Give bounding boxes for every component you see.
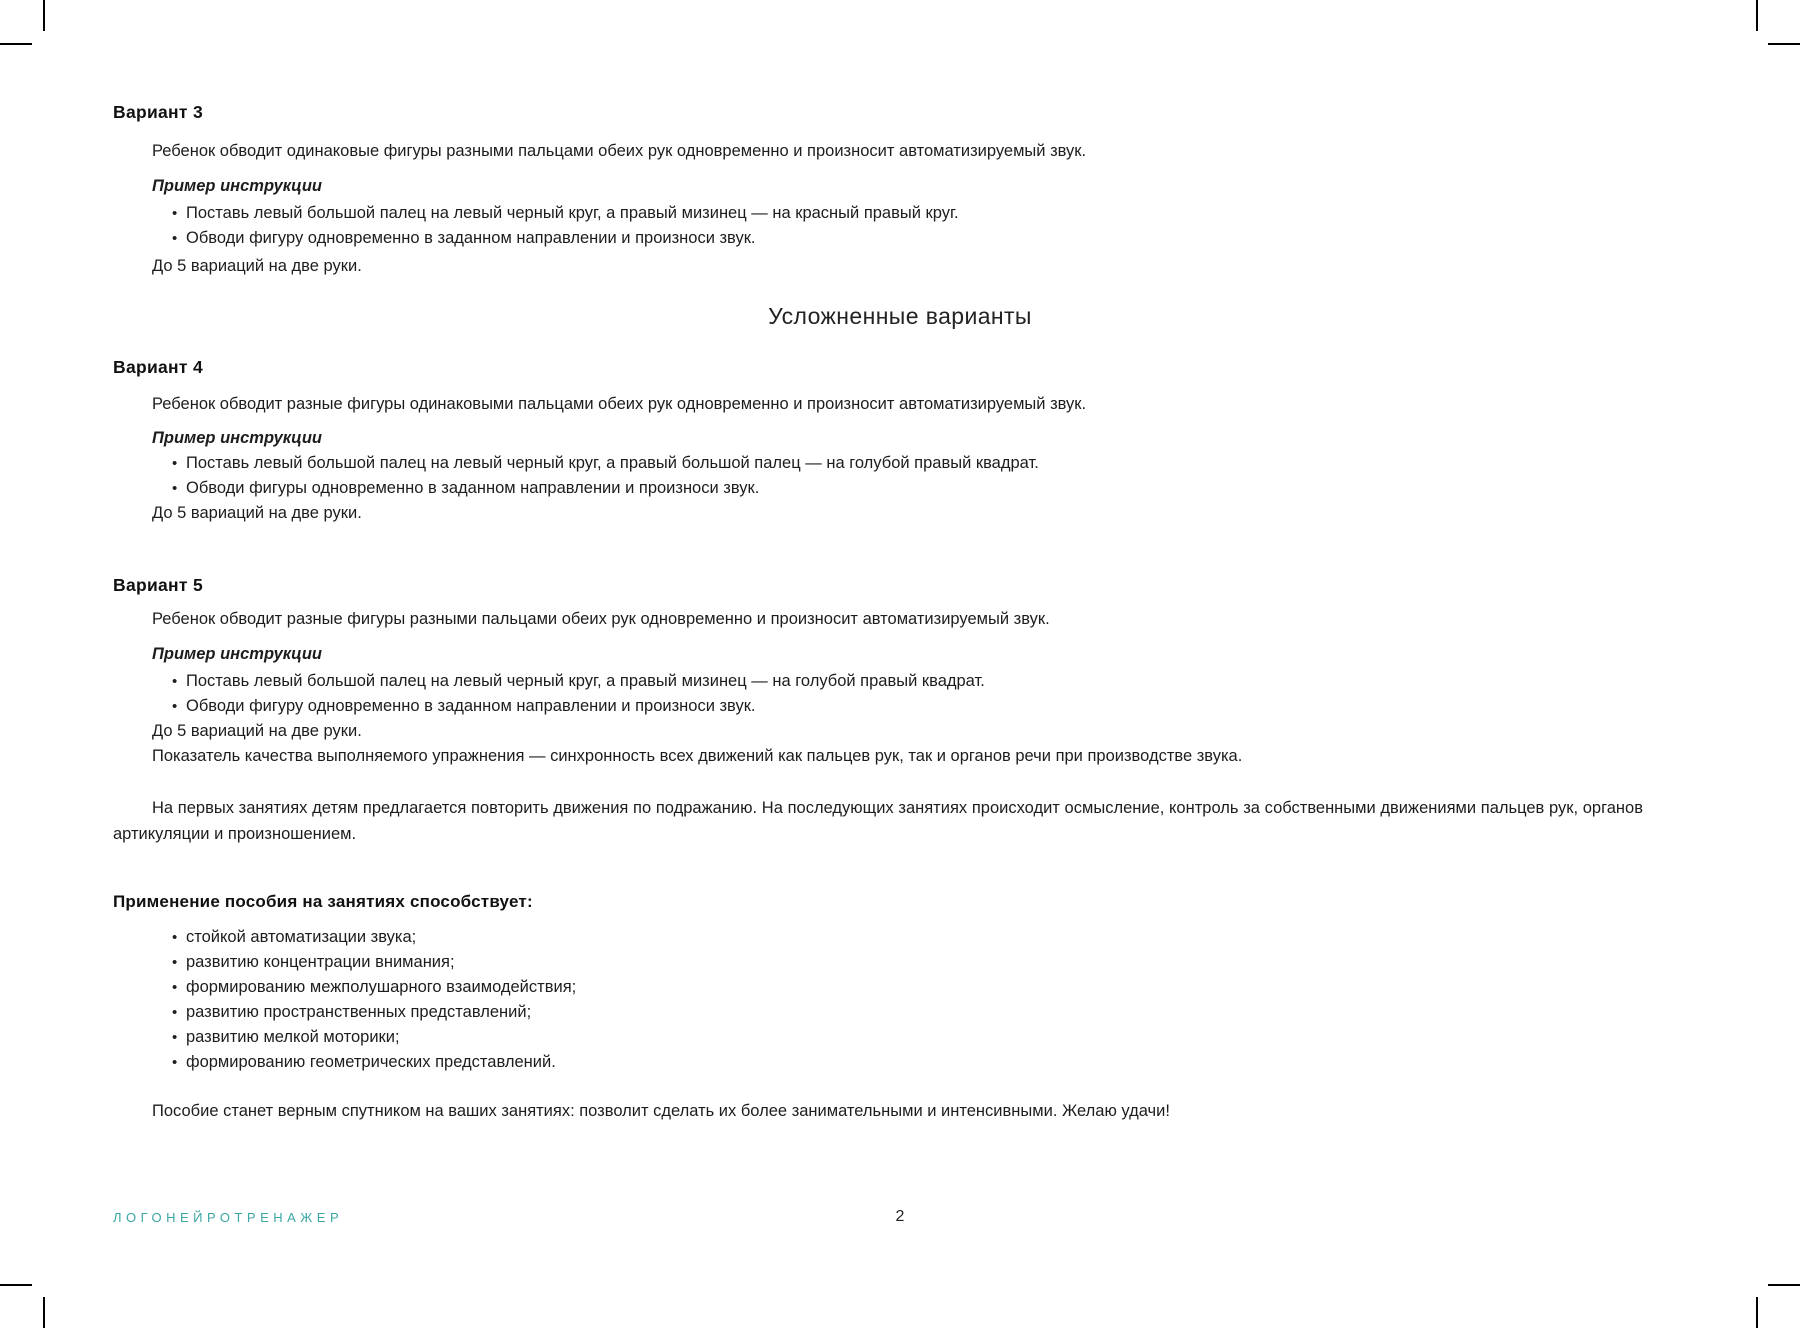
list-item — [172, 451, 1740, 476]
list-item — [172, 1025, 1740, 1050]
page-number: 2 — [895, 1208, 905, 1225]
bullet-icon: • — [172, 455, 178, 472]
list-item — [172, 226, 1740, 251]
crop-mark-top-right-vertical — [1756, 0, 1758, 31]
benefit-item-5: развитию мелкой моторики; — [186, 1028, 400, 1046]
bullet-icon: • — [172, 954, 178, 971]
list-item — [172, 476, 1740, 501]
variant-4-bullet-2: Обводи фигуры одновременно в заданном направлении и произноси звук. — [186, 479, 760, 497]
list-item — [172, 669, 1740, 694]
crop-mark-top-right-horizontal — [1768, 43, 1800, 45]
footer-brand: ЛОГОНЕЙРОТРЕНАЖЕР — [113, 1210, 344, 1225]
variant-5-instruction-label: Пример инструкции — [152, 645, 322, 663]
bullet-icon: • — [172, 1054, 178, 1071]
variant-5-description: Ребенок обводит разные фигуры разными пальцами обеих рук одновременно и произносит автоматизируемый звук. — [152, 610, 1050, 628]
variant-5-quality-note: Показатель качества выполняемого упражнения — синхронность всех движений как пальцев рук, так и органов речи при производстве звука. — [152, 747, 1243, 765]
bullet-icon: • — [172, 1029, 178, 1046]
variant-3-instruction-label: Пример инструкции — [152, 177, 322, 195]
list-item — [172, 1050, 1740, 1075]
crop-mark-bottom-right-vertical — [1756, 1297, 1758, 1328]
crop-mark-bottom-left-horizontal — [0, 1284, 32, 1286]
variant-5-note: До 5 вариаций на две руки. — [152, 722, 362, 740]
bullet-icon: • — [172, 230, 178, 247]
variant-3-bullet-1: Поставь левый большой палец на левый черный круг, а правый мизинец — на красный правый круг. — [186, 204, 959, 222]
bullet-icon: • — [172, 979, 178, 996]
section-benefits — [113, 891, 1740, 1075]
crop-mark-top-left-vertical — [43, 0, 45, 31]
crop-mark-bottom-right-horizontal — [1768, 1284, 1800, 1286]
bullet-icon: • — [172, 480, 178, 497]
list-item — [172, 950, 1740, 975]
list-item — [172, 925, 1740, 950]
bullet-icon: • — [172, 673, 178, 690]
bullet-icon: • — [172, 1004, 178, 1021]
variant-3-title: Вариант 3 — [113, 102, 203, 122]
list-item — [172, 201, 1740, 226]
variant-4-title: Вариант 4 — [113, 357, 203, 377]
bullet-icon: • — [172, 205, 178, 222]
section-variant-4 — [113, 356, 1740, 526]
benefit-item-6: формированию геометрических представлений. — [186, 1053, 556, 1071]
bullet-icon: • — [172, 929, 178, 946]
list-item — [172, 975, 1740, 1000]
variant-3-note: До 5 вариаций на две руки. — [152, 257, 362, 275]
benefit-item-3: формированию межполушарного взаимодействия; — [186, 978, 577, 996]
variant-4-bullet-1: Поставь левый большой палец на левый черный круг, а правый большой палец — на голубой правый квадрат. — [186, 454, 1039, 472]
closing-paragraph: Пособие станет верным спутником на ваших занятиях: позволит сделать их более занимательными и интенсивными. Желаю удачи! — [152, 1102, 1170, 1120]
complicated-variants-heading: Усложненные варианты — [768, 303, 1032, 329]
benefit-item-1: стойкой автоматизации звука; — [186, 928, 417, 946]
section-variant-5 — [113, 574, 1740, 769]
variant-4-description: Ребенок обводит разные фигуры одинаковыми пальцами обеих рук одновременно и произносит автоматизируемый звук. — [152, 395, 1087, 413]
variant-4-note: До 5 вариаций на две руки. — [152, 504, 362, 522]
bullet-icon: • — [172, 698, 178, 715]
list-item — [172, 1000, 1740, 1025]
variant-5-bullet-1: Поставь левый большой палец на левый черный круг, а правый мизинец — на голубой правый квадрат. — [186, 672, 985, 690]
variant-3-bullet-2: Обводи фигуру одновременно в заданном направлении и произноси звук. — [186, 229, 756, 247]
variant-3-description: Ребенок обводит одинаковые фигуры разными пальцами обеих рук одновременно и произносит автоматизируемый звук. — [152, 142, 1087, 160]
variant-5-title: Вариант 5 — [113, 575, 203, 595]
crop-mark-top-left-horizontal — [0, 43, 32, 45]
variant-5-bullet-2: Обводи фигуру одновременно в заданном направлении и произноси звук. — [186, 697, 756, 715]
variant-4-instruction-label: Пример инструкции — [152, 429, 322, 447]
practice-paragraph: На первых занятиях детям предлагается повторить движения по подражанию. На последующих занятиях происходит осмысление, контроль за собственными движениями пальцев рук, органов артикуляции и произношением. — [113, 799, 1643, 843]
benefit-item-2: развитию концентрации внимания; — [186, 953, 455, 971]
crop-mark-bottom-left-vertical — [43, 1297, 45, 1328]
section-variant-3 — [113, 101, 1740, 279]
benefit-item-4: развитию пространственных представлений; — [186, 1003, 532, 1021]
list-item — [172, 694, 1740, 719]
benefits-title: Применение пособия на занятиях способствует: — [113, 892, 533, 911]
